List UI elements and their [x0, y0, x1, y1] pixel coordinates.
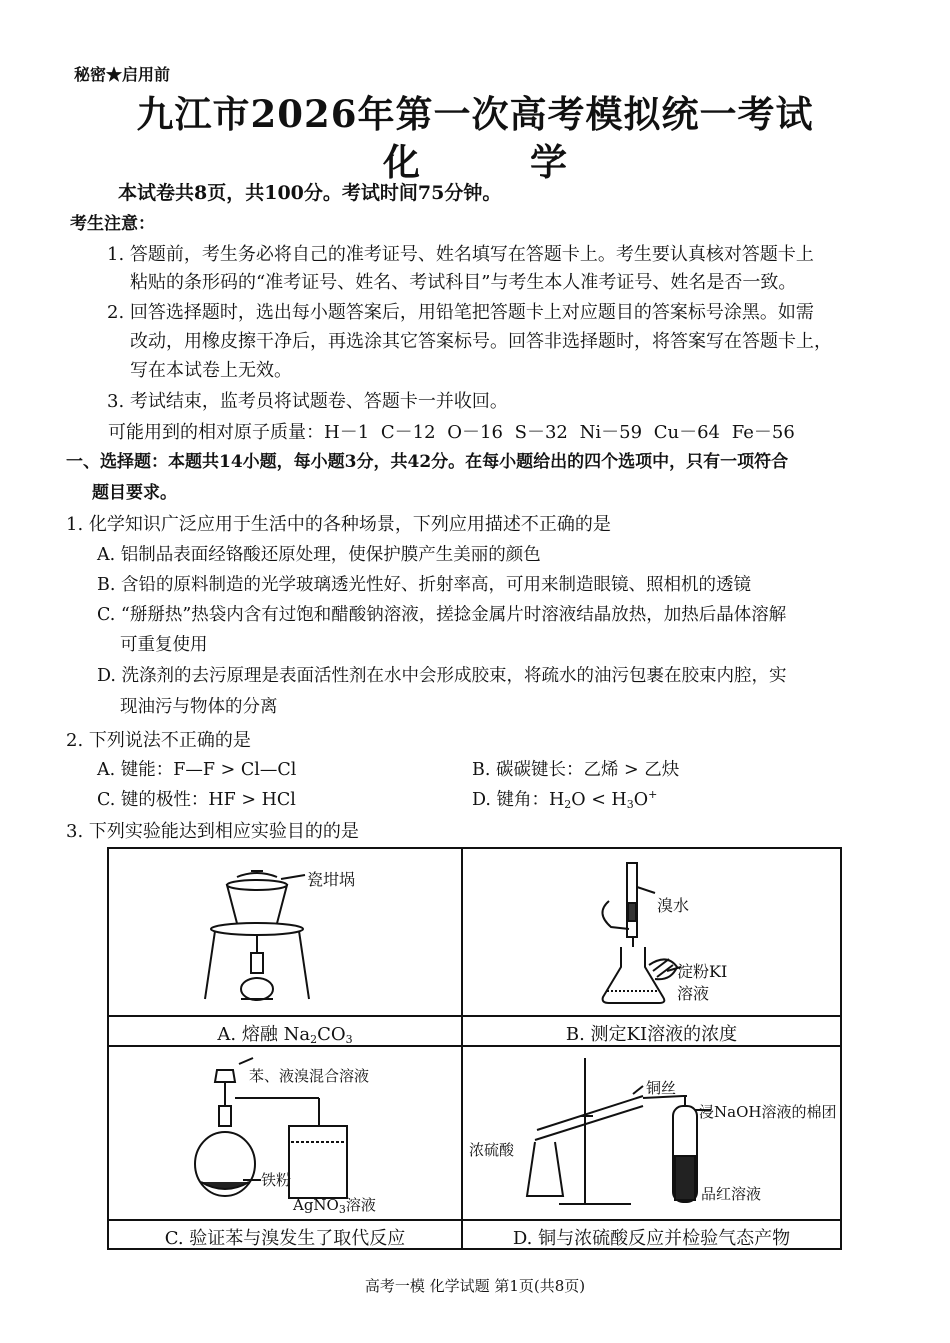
notice-title: 考生注意：: [70, 214, 155, 234]
label-bromine-water: 溴水: [657, 896, 690, 915]
caption-a: A. 熔融 $Na_2CO_3$: [217, 1024, 353, 1046]
q1-option-c-line2: 可重复使用: [120, 635, 208, 655]
copper-acid-figure: [463, 1046, 843, 1220]
atomic-masses: 可能用到的相对原子质量：H－1 C－12 O－16 S－32 Ni－59 Cu－64 Fe－56: [108, 422, 795, 443]
notice-item-2b: 改动，用橡皮擦干净后，再选涂其它答案标号。回答非选择题时，将答案写在答题卡上，: [130, 331, 832, 352]
label-conc-sulfuric-acid: 浓硫酸: [469, 1141, 515, 1159]
notice-item-2c: 写在本试卷上无效。: [130, 360, 292, 381]
q1-option-d-line1: D. 洗涤剂的去污原理是表面活性剂在水中会形成胶束，将疏水的油污包裹在胶束内腔，实: [97, 666, 787, 686]
confidential-label: 秘密★启用前: [74, 65, 171, 84]
page-footer: 高考一模 化学试题 第1页(共8页): [364, 1277, 586, 1295]
q3-stem: 3. 下列实验能达到相应实验目的的是: [66, 821, 359, 842]
q1-option-b: B. 含铅的原料制造的光学玻璃透光性好、折射率高，可用来制造眼镜、照相机的透镜: [97, 575, 751, 595]
label-magenta-solution: 品红溶液: [701, 1185, 762, 1203]
caption-d: D. 铜与浓硫酸反应并检验气态产物: [512, 1228, 791, 1249]
caption-b: B. 测定KI溶液的浓度: [565, 1024, 738, 1045]
label-copper-wire: 铜丝: [646, 1079, 677, 1097]
q2-option-d: D. 键角：$H_2O < H_3O^+$: [472, 788, 658, 811]
q1-option-a: A. 铝制品表面经铬酸还原处理，使保护膜产生美丽的颜色: [97, 545, 541, 565]
table-divider-1: [109, 1015, 840, 1017]
q1-option-c-line1: C. “掰掰热”热袋内含有过饱和醋酸钠溶液，搓捻金属片时溶液结晶放热，加热后晶体溶解: [97, 605, 787, 625]
label-iron-powder: 铁粉: [261, 1171, 292, 1189]
label-starch-ki-1: 淀粉KI: [677, 962, 728, 981]
q2-stem: 2. 下列说法不正确的是: [66, 730, 251, 751]
label-crucible: 瓷坩埚: [307, 870, 356, 889]
exam-title: 九江市2026年第一次高考模拟统一考试: [136, 92, 814, 136]
crucible-apparatus-figure: [109, 849, 461, 1015]
q1-stem: 1. 化学知识广泛应用于生活中的各种场景，下列应用描述不正确的是: [66, 514, 611, 535]
notice-item-1b: 粘贴的条形码的“准考证号、姓名、考试科目”与考生本人准考证号、姓名是否一致。: [130, 272, 797, 293]
exam-info: 本试卷共8页，共100分。考试时间75分钟。: [118, 182, 502, 204]
label-silver-nitrate: AgNO$_3$溶液: [293, 1196, 376, 1216]
q3-experiment-table: [107, 847, 842, 1250]
section-title-line1: 一、选择题：本题共14小题，每小题3分，共42分。在每小题给出的四个选项中，只有一项符合: [66, 452, 789, 472]
notice-item-2a: 2. 回答选择题时，选出每小题答案后，用铅笔把答题卡上对应题目的答案标号涂黑。如需: [107, 302, 814, 323]
q2-option-c: C. 键的极性：HF > HCl: [97, 790, 296, 810]
titration-figure: [463, 849, 843, 1015]
label-starch-ki-2: 溶液: [677, 984, 710, 1003]
caption-c: C. 验证苯与溴发生了取代反应: [164, 1228, 406, 1249]
notice-item-3: 3. 考试结束，监考员将试题卷、答题卡一并收回。: [107, 391, 508, 412]
notice-item-1a: 1. 答题前，考生务必将自己的准考证号、姓名填写在答题卡上。考生要认真核对答题卡上: [107, 244, 814, 265]
q2-option-a: A. 键能：F—F > Cl—Cl: [97, 760, 297, 780]
subject-title: 化学: [383, 140, 677, 184]
label-naoh-cotton: 浸NaOH溶液的棉团: [699, 1103, 837, 1121]
q1-option-d-line2: 现油污与物体的分离: [120, 697, 278, 717]
section-title-line2: 题目要求。: [92, 483, 177, 503]
q2-option-b: B. 碳碳键长：乙烯 > 乙炔: [472, 760, 680, 780]
label-benzene-bromine: 苯、液溴混合溶液: [249, 1067, 370, 1085]
